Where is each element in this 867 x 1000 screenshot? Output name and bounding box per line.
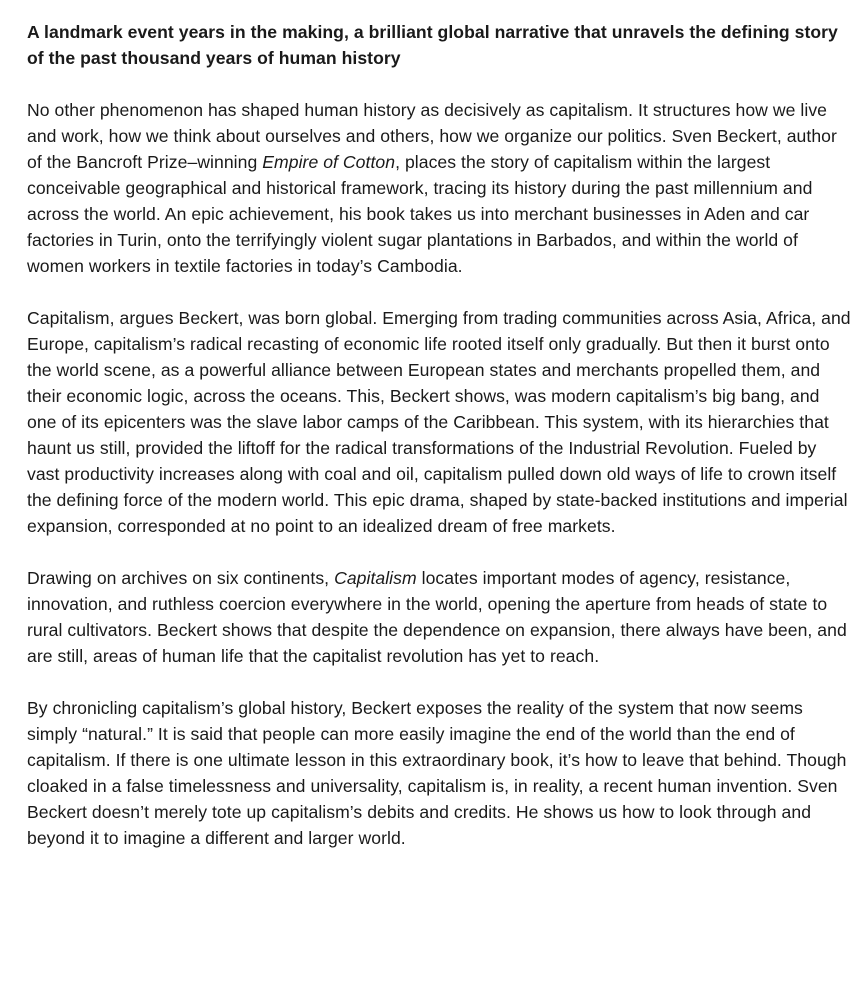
paragraph-text: No other phenomenon has shaped human history as decisively as capitalism. It structures how we live and work, how we think about ourselves and others, how we organize our politics. Sven Beckert, author of the Bancroft Prize–winning — [27, 100, 837, 172]
description-paragraph-4 — [27, 695, 853, 851]
description-headline: A landmark event years in the making, a brilliant global narrative that unravels the defining story of the past thousand years of human history — [27, 22, 838, 68]
paragraph-text: Drawing on archives on six continents, — [27, 568, 335, 588]
paragraph-text: Capitalism, argues Beckert, was born global. Emerging from trading communities across Asia, Africa, and Europe, capitalism’s radical recasting of economic life rooted itself only gradually. But then it burst onto the world scene, as a powerful alliance between European states and merchants propelled them, and their economic logic, across the oceans. This, Beckert shows, was modern capitalism’s big bang, and one of its epicenters was the slave labor camps of the Caribbean. This system, with its hierarchies that haunt us still, provided the liftoff for the radical transformations of the Industrial Revolution. Fueled by vast productivity increases along with coal and oil, capitalism pulled down old ways of life to crown itself the defining force of the modern world. This epic drama, shaped by state-backed institutions and imperial expansion, corresponded at no point to an idealized dream of free markets. — [27, 308, 851, 536]
book-title-italic: Capitalism — [334, 568, 417, 588]
description-paragraph-3 — [27, 565, 853, 669]
description-paragraph-2 — [27, 305, 853, 539]
paragraph-text: By chronicling capitalism’s global history, Beckert exposes the reality of the system that now seems simply “natural.” It is said that people can more easily imagine the end of the world than the end of capitalism. If there is one ultimate lesson in this extraordinary book, it’s how to leave that behind. Though cloaked in a false timelessness and universality, capitalism is, in reality, a recent human invention. Sven Beckert doesn’t merely tote up capitalism’s debits and credits. He shows us how to look through and beyond it to imagine a different and larger world. — [27, 698, 847, 848]
paragraph-text: locates important modes of agency, resistance, innovation, and ruthless coercion everywhere in the world, opening the aperture from heads of state to rural cultivators. Beckert shows that despite the dependence on expansion, there always have been, and are still, areas of human life that the capitalist revolution has yet to reach. — [27, 568, 847, 666]
description-paragraph-1 — [27, 97, 853, 279]
paragraph-text: , places the story of capitalism within the largest conceivable geographical and historical framework, tracing its history during the past millennium and across the world. An epic achievement, his book takes us into merchant businesses in Aden and car factories in Turin, onto the terrifyingly violent sugar plantations in Barbados, and within the world of women workers in textile factories in today’s Cambodia. — [27, 152, 813, 276]
book-title-italic: Empire of Cotton — [262, 152, 396, 172]
